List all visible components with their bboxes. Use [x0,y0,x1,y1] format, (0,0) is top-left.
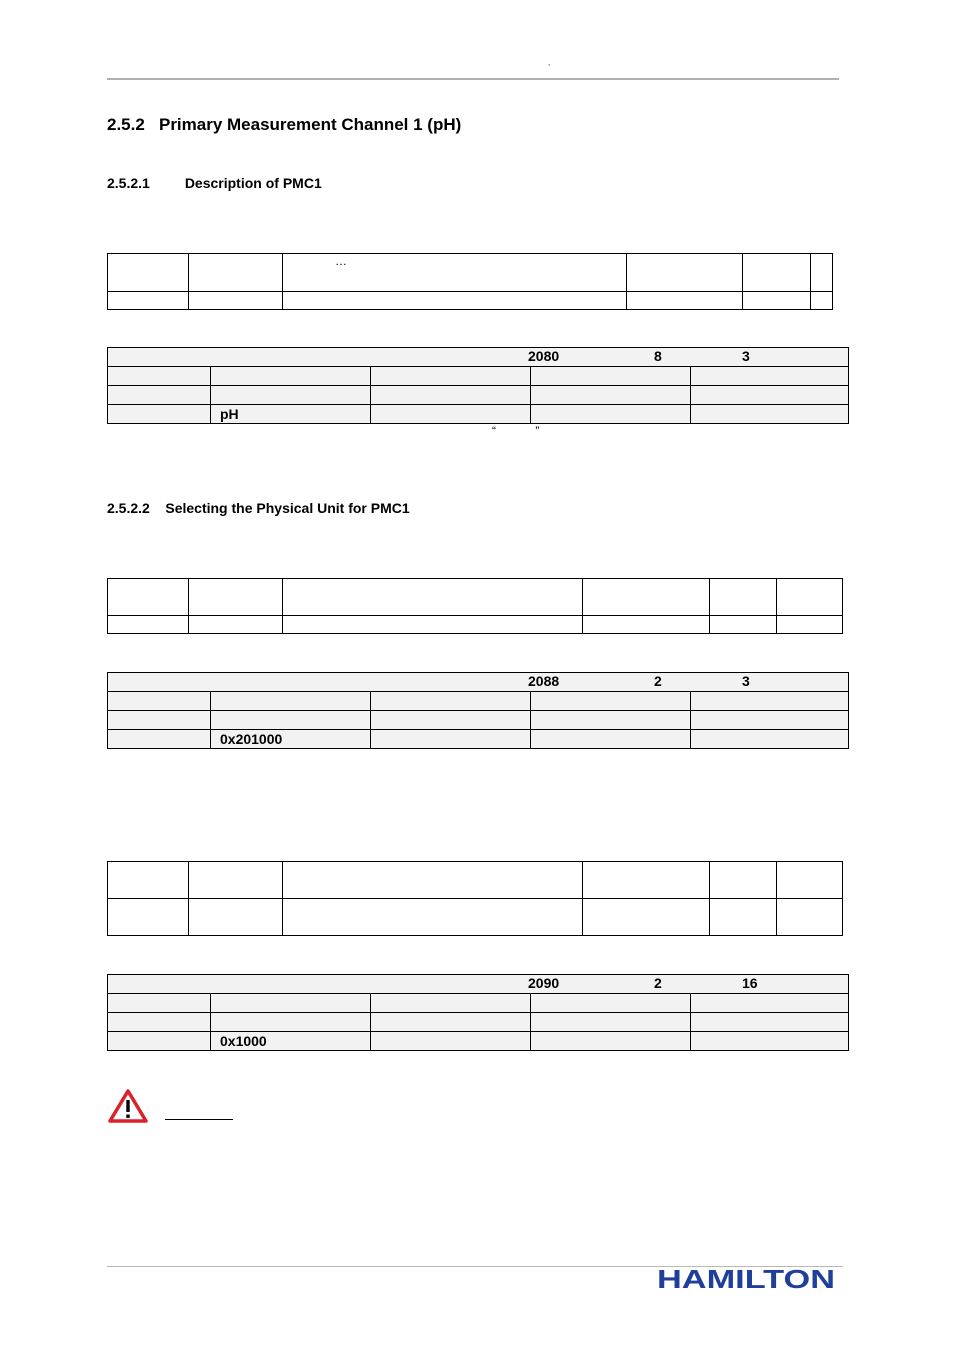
table-cell [108,367,211,386]
table-cell [211,711,371,730]
table-cell [108,386,211,405]
subsection-heading-physical-unit: 2.5.2.2 Selecting the Physical Unit for PMC1 [107,500,410,516]
table-cell [189,616,283,634]
register-access: 3 [742,348,750,364]
table-cell [531,730,691,749]
table-cell [743,254,811,292]
table-cell [108,730,211,749]
section-heading: 2.5.2 Primary Measurement Channel 1 (pH) [107,115,462,134]
table-cell [189,862,283,899]
table-cell [211,1013,371,1032]
register-table-1 [107,347,849,424]
table-cell [691,692,849,711]
parameter-table-1 [107,253,833,310]
table-cell [777,899,843,936]
table-cell [531,692,691,711]
hamilton-logo-text: HAMILTON [657,1264,835,1294]
table-cell [531,367,691,386]
table-cell [531,405,691,424]
register-address: 2080 [528,348,560,364]
table-cell [108,292,189,310]
register-header [108,348,849,367]
parameter-table-3 [107,861,843,936]
table-cell [211,692,371,711]
table-cell-ellipsis: … [283,254,627,292]
register-value: 0x1000 [211,1032,371,1051]
table-cell [531,386,691,405]
table-cell [531,994,691,1013]
register-value: pH [211,405,371,424]
register-header [108,975,849,994]
subsection-heading-description: 2.5.2.1 Description of PMC1 [107,175,322,191]
table-cell [531,1032,691,1051]
table-cell [371,692,531,711]
table-cell [710,862,777,899]
warning-triangle-icon [108,1089,148,1123]
table-cell [811,254,833,292]
table-cell [283,899,583,936]
table-cell [108,862,189,899]
table-cell [189,579,283,616]
table-cell [283,616,583,634]
table-cell [108,711,211,730]
register-size: 8 [654,348,662,364]
table-cell [691,994,849,1013]
table-cell [777,616,843,634]
table-cell [371,1032,531,1051]
table-cell [108,692,211,711]
table-cell [189,899,283,936]
table-cell [371,994,531,1013]
table-cell [710,899,777,936]
table-cell [283,579,583,616]
header-mark: , [548,58,551,67]
table-cell [108,1032,211,1051]
table-cell [777,862,843,899]
register-header [108,673,849,692]
table-cell [777,579,843,616]
header-rule [107,78,839,80]
table-cell [583,616,710,634]
table-cell [691,386,849,405]
table-cell [189,254,283,292]
table-cell [211,994,371,1013]
caution-underline [165,1119,233,1120]
table-cell [108,254,189,292]
table-cell [283,862,583,899]
hamilton-logo [657,1264,837,1294]
register-size: 2 [654,673,662,689]
register-address: 2090 [528,975,560,991]
register-access: 16 [742,975,758,991]
register-address: 2088 [528,673,560,689]
table-cell [691,1013,849,1032]
table-cell [691,367,849,386]
table-cell [531,711,691,730]
parameter-table-2 [107,578,843,634]
table-cell [627,292,743,310]
table-cell [108,405,211,424]
table-cell [710,616,777,634]
table-cell [583,579,710,616]
table-cell [583,862,710,899]
register-value: 0x201000 [211,730,371,749]
register-table-3 [107,974,849,1051]
table-cell [211,367,371,386]
table-cell [691,730,849,749]
table-cell [211,386,371,405]
table-cell [108,1013,211,1032]
table-cell [371,730,531,749]
table-cell [189,292,283,310]
table-cell [531,1013,691,1032]
table-cell [627,254,743,292]
table-cell [371,711,531,730]
table-cell [108,579,189,616]
register-table-2 [107,672,849,749]
register-access: 3 [742,673,750,689]
table-cell [583,899,710,936]
table-cell [811,292,833,310]
table-cell [371,405,531,424]
table-cell [371,1013,531,1032]
table-cell [371,386,531,405]
table-cell [691,405,849,424]
quote-marks: “ ” [492,424,558,438]
table-cell [108,994,211,1013]
register-size: 2 [654,975,662,991]
table-cell [743,292,811,310]
table-cell [108,616,189,634]
table-cell [108,899,189,936]
table-cell [691,1032,849,1051]
table-cell [691,711,849,730]
table-cell [710,579,777,616]
table-cell [283,292,627,310]
table-cell [371,367,531,386]
